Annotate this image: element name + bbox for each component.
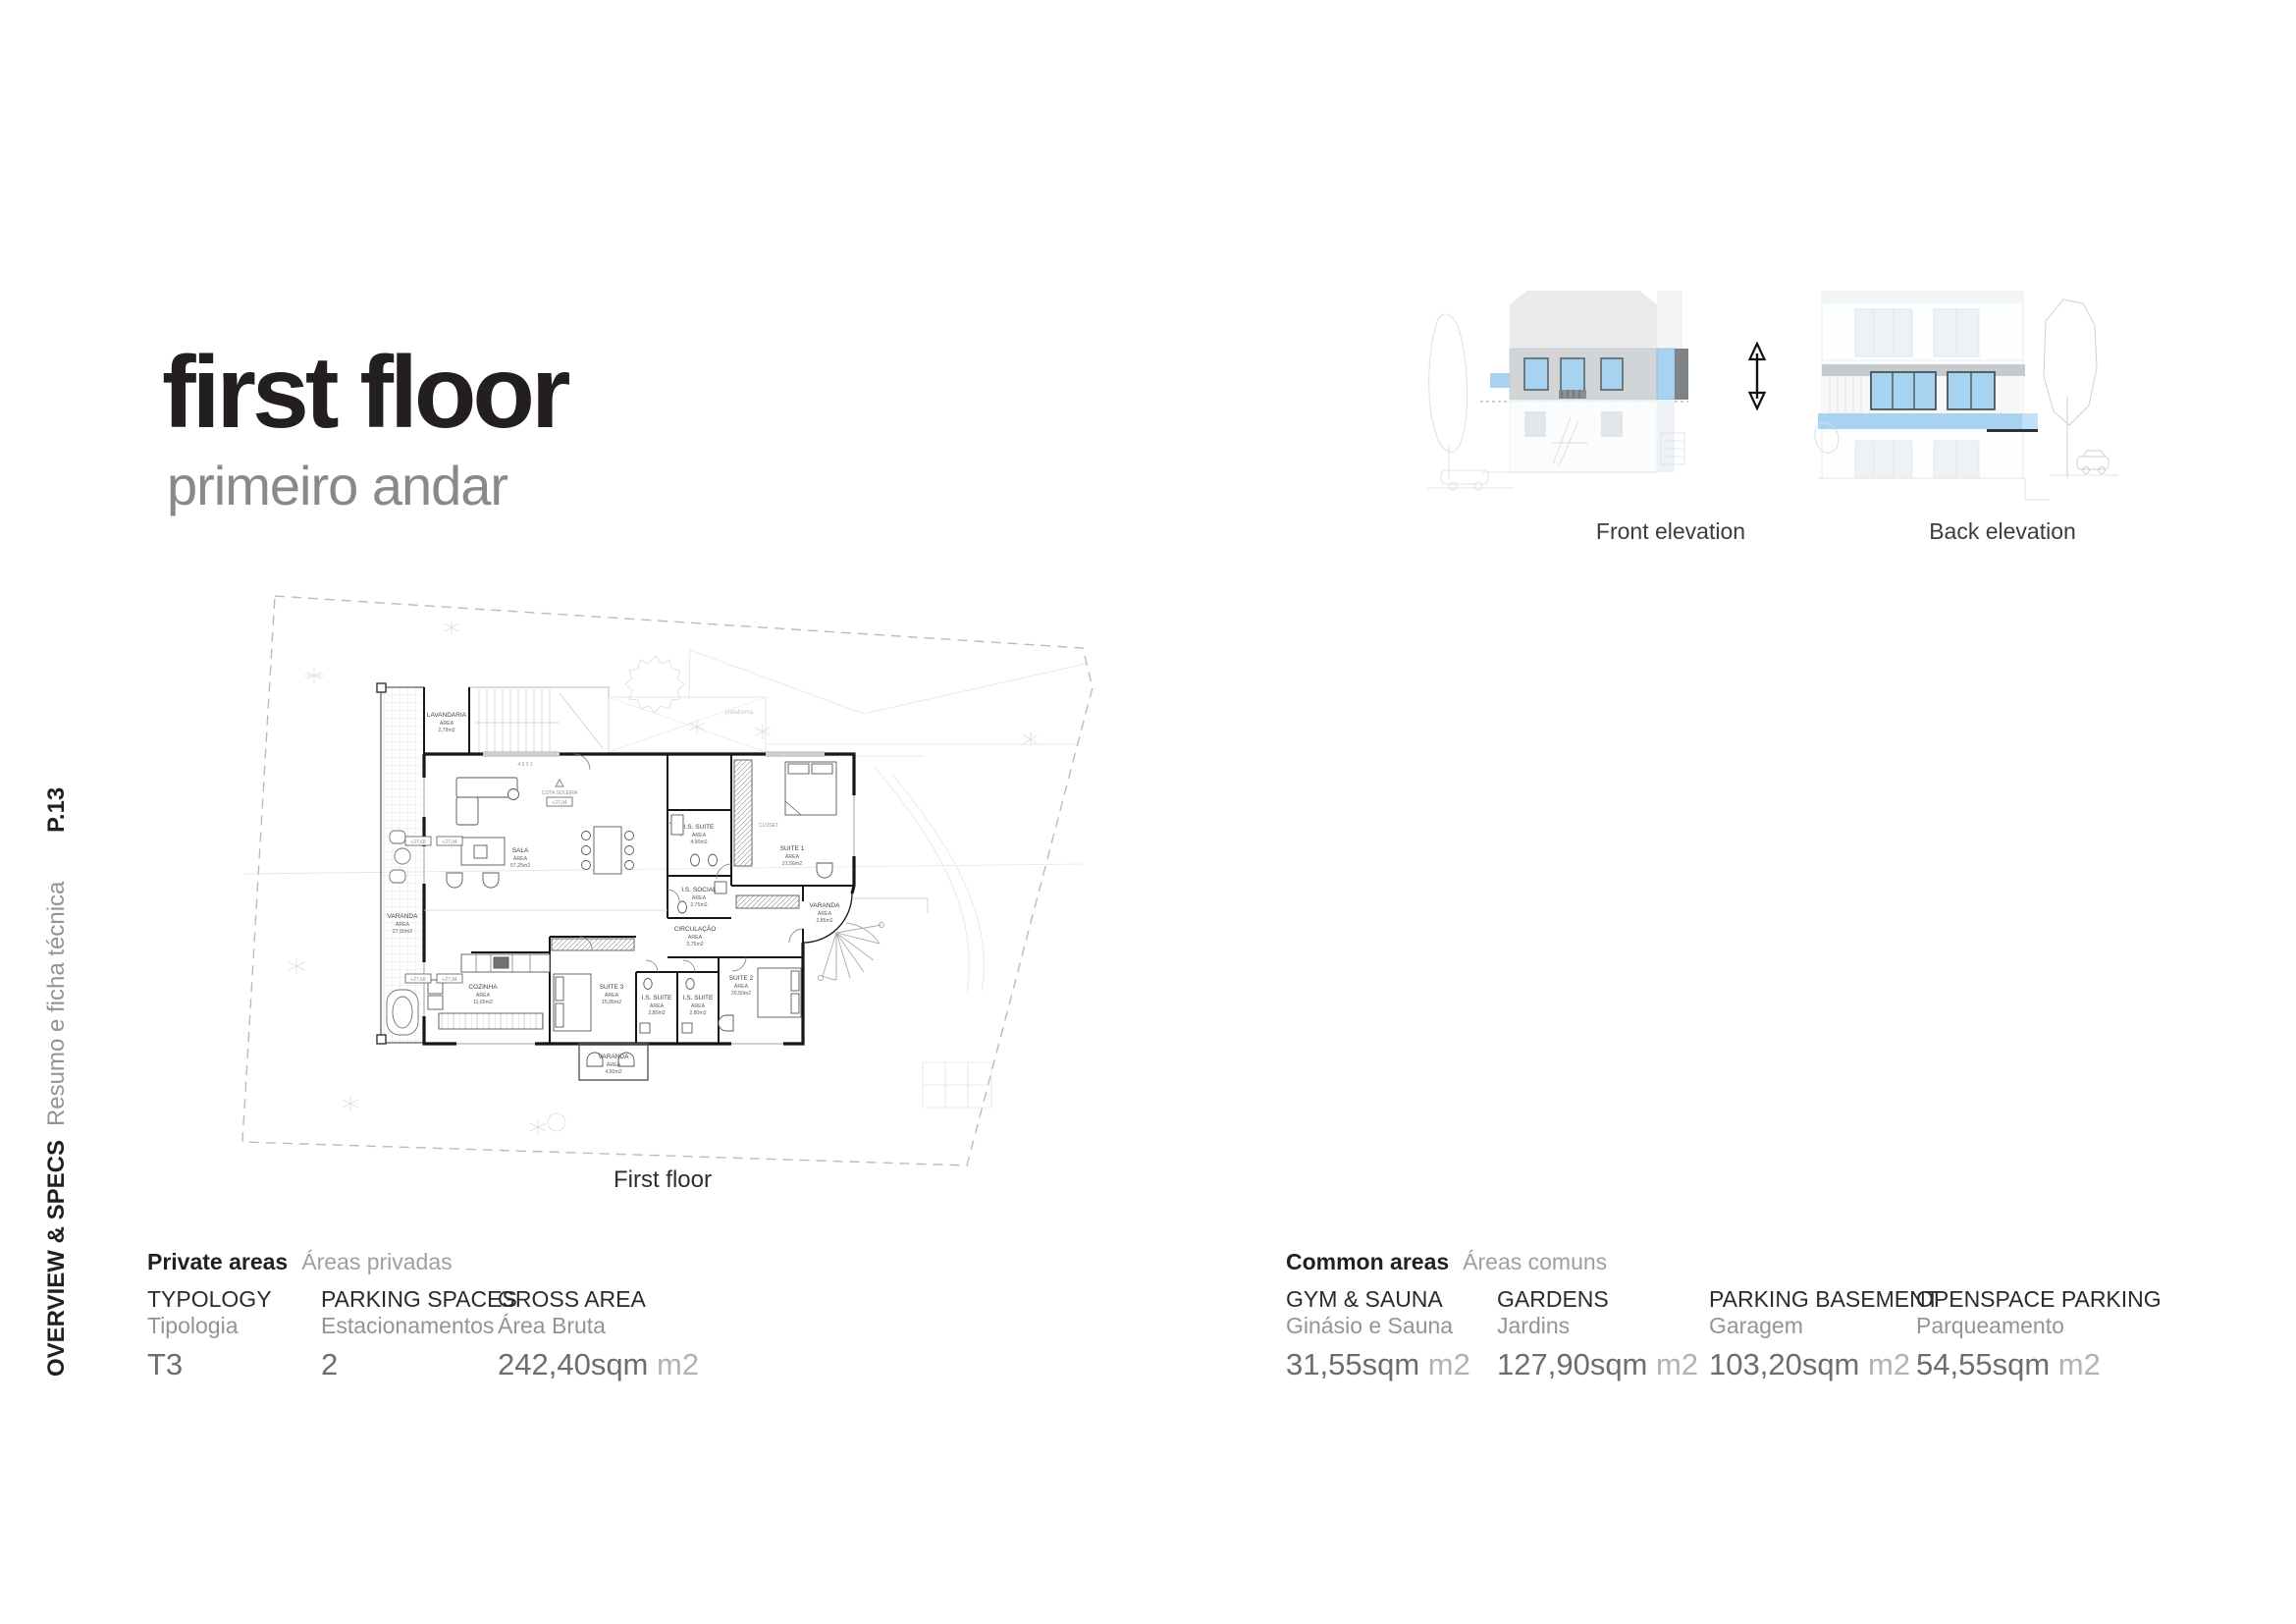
room-is-suite-a (642, 995, 672, 1016)
svg-text:ÁREA: ÁREA (439, 721, 454, 727)
svg-text:I.S. SUITE: I.S. SUITE (683, 824, 715, 831)
spec-label: TYPOLOGY (147, 1286, 272, 1312)
private-areas-header: Private areas Áreas privadas (147, 1249, 453, 1274)
back-balcony-band (1818, 413, 2022, 429)
section-label: OVERVIEW & SPECS (43, 1140, 70, 1377)
spec-value: 127,90sqm m2 (1497, 1347, 1699, 1382)
spec-gym-sauna (1286, 1286, 1470, 1382)
room-cozinha (468, 984, 498, 1005)
back-ground (1818, 475, 2118, 500)
room-is-suite-b (683, 995, 714, 1016)
room-closet (759, 823, 778, 829)
svg-text:ÁREA: ÁREA (649, 1003, 665, 1009)
svg-text:ÁREA: ÁREA (395, 922, 410, 928)
page-subtitle: primeiro andar (167, 455, 508, 516)
spec-value: 54,55sqm m2 (1916, 1347, 2101, 1382)
room-circulacao (674, 924, 717, 947)
front-dark-block (1675, 349, 1688, 400)
spec-label: GYM & SAUNA (1286, 1286, 1443, 1312)
spec-sublabel: Ginásio e Sauna (1286, 1312, 1454, 1338)
deck-balcony (377, 683, 424, 1044)
svg-text:57,25m2: 57,25m2 (509, 863, 531, 869)
svg-text:VARANDA: VARANDA (809, 902, 840, 909)
svg-text:ÁREA: ÁREA (606, 1062, 621, 1068)
svg-text:ÁREA: ÁREA (475, 993, 491, 999)
svg-text:21,56m2: 21,56m2 (781, 861, 803, 867)
spec-sublabel: Estacionamentos (321, 1312, 495, 1338)
room-is-suite-main (684, 824, 715, 845)
vertical-double-arrow-icon (1739, 342, 1775, 410)
svg-text:SUITE 3: SUITE 3 (599, 984, 624, 991)
svg-text:15,85m2: 15,85m2 (601, 1000, 622, 1005)
page-number: P.13 (43, 786, 70, 833)
svg-text:27,50m2: 27,50m2 (392, 929, 413, 935)
spec-openspace-parking (1916, 1286, 2162, 1382)
spec-value: 103,20sqm m2 (1709, 1347, 1911, 1382)
spec-value: 2 (321, 1347, 339, 1382)
svg-text:+27,68: +27,68 (410, 839, 426, 845)
svg-text:3,75m2: 3,75m2 (686, 942, 704, 947)
room-sala (510, 847, 530, 869)
svg-text:LAVANDARIA: LAVANDARIA (426, 712, 467, 719)
svg-text:I.S. SUITE: I.S. SUITE (641, 995, 672, 1001)
svg-text:I.S. SUITE: I.S. SUITE (682, 995, 714, 1001)
svg-text:4,90m2: 4,90m2 (690, 839, 708, 845)
spec-value: 242,40sqm m2 (498, 1347, 700, 1382)
spec-gross-area (498, 1286, 699, 1382)
svg-text:SUITE 2: SUITE 2 (728, 975, 754, 982)
plan-caption: First floor (613, 1166, 712, 1193)
svg-text:2,75m2: 2,75m2 (690, 902, 708, 908)
svg-text:SUITE 1: SUITE 1 (779, 845, 805, 852)
room-is-social (681, 887, 717, 908)
svg-text:4,50m2: 4,50m2 (605, 1069, 622, 1075)
svg-text:2,80m2: 2,80m2 (648, 1010, 666, 1016)
back-elevation-drawing (1814, 278, 2118, 514)
spec-label: PARKING SPACES (321, 1286, 517, 1312)
spec-sublabel: Garagem (1709, 1312, 1803, 1338)
spec-label: GARDENS (1497, 1286, 1609, 1312)
svg-text:+27,68: +27,68 (410, 977, 426, 983)
svg-text:CIRCULAÇÃO: CIRCULAÇÃO (673, 926, 717, 933)
spec-gardens (1497, 1286, 1698, 1382)
svg-text:ÁREA: ÁREA (604, 993, 619, 999)
floor-plan-drawing (236, 569, 1119, 1208)
svg-text:VARANDA: VARANDA (387, 913, 418, 920)
svg-text:+27,94: +27,94 (552, 800, 567, 806)
svg-text:ÁREA: ÁREA (691, 833, 707, 839)
front-window-2 (1601, 358, 1623, 390)
spec-parking-spaces (321, 1286, 517, 1382)
room-varanda-curved (810, 902, 841, 924)
spec-parking-basement (1709, 1286, 1940, 1382)
spec-sublabel: Tipologia (147, 1312, 239, 1338)
stair-numbers: 4 3 2 1 (517, 762, 533, 768)
svg-text:ÁREA: ÁREA (512, 856, 528, 862)
section-sublabel: Resumo e ficha técnica (43, 881, 70, 1127)
svg-text:2,80m2: 2,80m2 (689, 1010, 707, 1016)
spec-sublabel: Jardins (1497, 1312, 1571, 1338)
front-lower-floor (1510, 400, 1675, 472)
svg-text:ÁREA: ÁREA (784, 854, 800, 860)
svg-text:2,79m2: 2,79m2 (438, 728, 455, 733)
spec-sublabel: Área Bruta (498, 1312, 606, 1338)
svg-text:COTA SOLEIRA: COTA SOLEIRA (541, 790, 578, 796)
svg-text:ÁREA: ÁREA (690, 1003, 706, 1009)
front-window-1 (1524, 358, 1548, 390)
svg-text:I.S. SOCIAL: I.S. SOCIAL (681, 887, 717, 893)
svg-text:ÁREA: ÁREA (687, 935, 703, 941)
front-elevation-drawing (1423, 278, 1688, 514)
front-upper-floor (1510, 291, 1682, 349)
svg-text:COZINHA: COZINHA (468, 984, 498, 991)
svg-text:+27,94: +27,94 (442, 977, 457, 983)
front-highlight-floor (1490, 349, 1688, 400)
back-elevation-label: Back elevation (1929, 518, 2076, 544)
svg-text:ÁREA: ÁREA (817, 911, 832, 917)
spec-typology (147, 1286, 272, 1382)
room-suite2 (729, 975, 754, 997)
back-glass-doors-1 (1871, 372, 1936, 409)
spec-label: GROSS AREA (498, 1286, 646, 1312)
front-side-blue (1490, 373, 1510, 388)
svg-text:VARANDA: VARANDA (598, 1054, 629, 1060)
front-right-blue (1657, 349, 1675, 400)
svg-text:+27,94: +27,94 (442, 839, 457, 845)
common-areas-header: Common areas Áreas comuns (1286, 1249, 1608, 1274)
spec-sublabel: Parqueamento (1916, 1312, 2064, 1338)
svg-text:2,85m2: 2,85m2 (816, 918, 833, 924)
svg-text:ÁREA: ÁREA (733, 984, 749, 990)
front-elevation-label: Front elevation (1595, 518, 1746, 544)
svg-text:CLOSET: CLOSET (758, 823, 779, 829)
back-highlight-floor (1818, 364, 2038, 432)
svg-text:20,50m2: 20,50m2 (730, 991, 752, 997)
svg-text:ÁREA: ÁREA (691, 895, 707, 901)
spec-value: T3 (147, 1347, 184, 1382)
svg-text:11,65m2: 11,65m2 (473, 1000, 493, 1005)
room-lavandaria (427, 712, 467, 733)
car-icon (2077, 451, 2109, 474)
spec-label: PARKING BASEMENT (1709, 1286, 1940, 1312)
room-suite1 (780, 845, 805, 867)
room-suite3 (600, 984, 624, 1005)
svg-text:SALA: SALA (511, 847, 529, 854)
front-tree-icon (1429, 314, 1468, 480)
site-note: plataforma (724, 710, 754, 716)
section-sidebar (43, 882, 71, 1377)
spec-label: OPENSPACE PARKING (1916, 1286, 2162, 1312)
spec-value: 31,55sqm m2 (1286, 1347, 1470, 1382)
cota-soleira-marker (542, 780, 578, 806)
page-title: first floor (162, 336, 567, 450)
